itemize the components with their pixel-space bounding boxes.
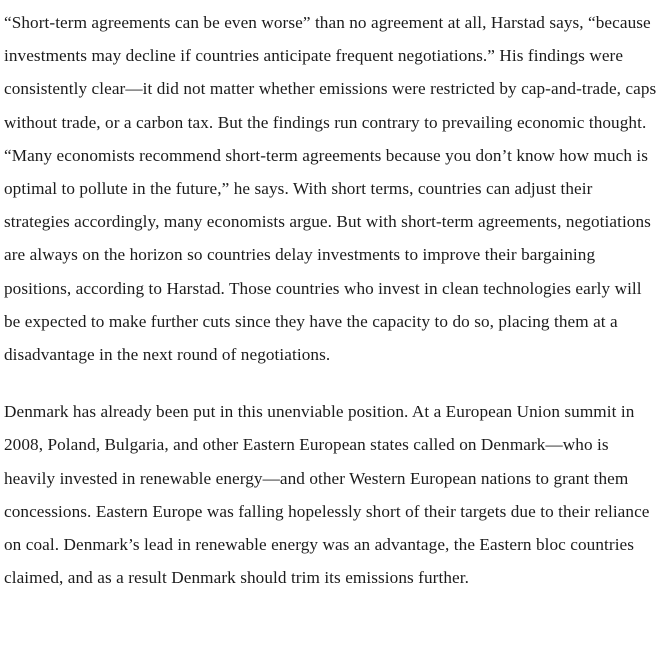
article-paragraph-2: Denmark has already been put in this unenviable position. At a European Union summit in 2008, Poland, Bulgaria, and other Eastern European states called on Denmark—who is heavily invested in renewable energy—and other Western European nations to grant them concessions. Eastern Europe was falling hopelessly short of their targets due to their reliance on coal. Denmark’s lead in renewable energy was an advantage, the Eastern bloc countries claimed, and as a result Denmark should trim its emissions further.: [4, 402, 650, 588]
article-paragraph-1: “Short-term agreements can be even worse” than no agreement at all, Harstad says, “because investments may decline if countries anticipate frequent negotiations.” His findings were consistently clear—it did not matter whether emissions were restricted by cap-and-trade, caps without trade, or a carbon tax. But the findings run contrary to prevailing economic thought. “Many economists recommend short-term agreements because you don’t know how much is optimal to pollute in the future,” he says. With short terms, countries can adjust their strategies accordingly, many economists argue. But with short-term agreements, negotiations are always on the horizon so countries delay investments to improve their bargaining positions, according to Harstad. Those countries who invest in clean technologies early will be expected to make further cuts since they have the capacity to do so, placing them at a disadvantage in the next round of negotiations.: [4, 13, 657, 365]
